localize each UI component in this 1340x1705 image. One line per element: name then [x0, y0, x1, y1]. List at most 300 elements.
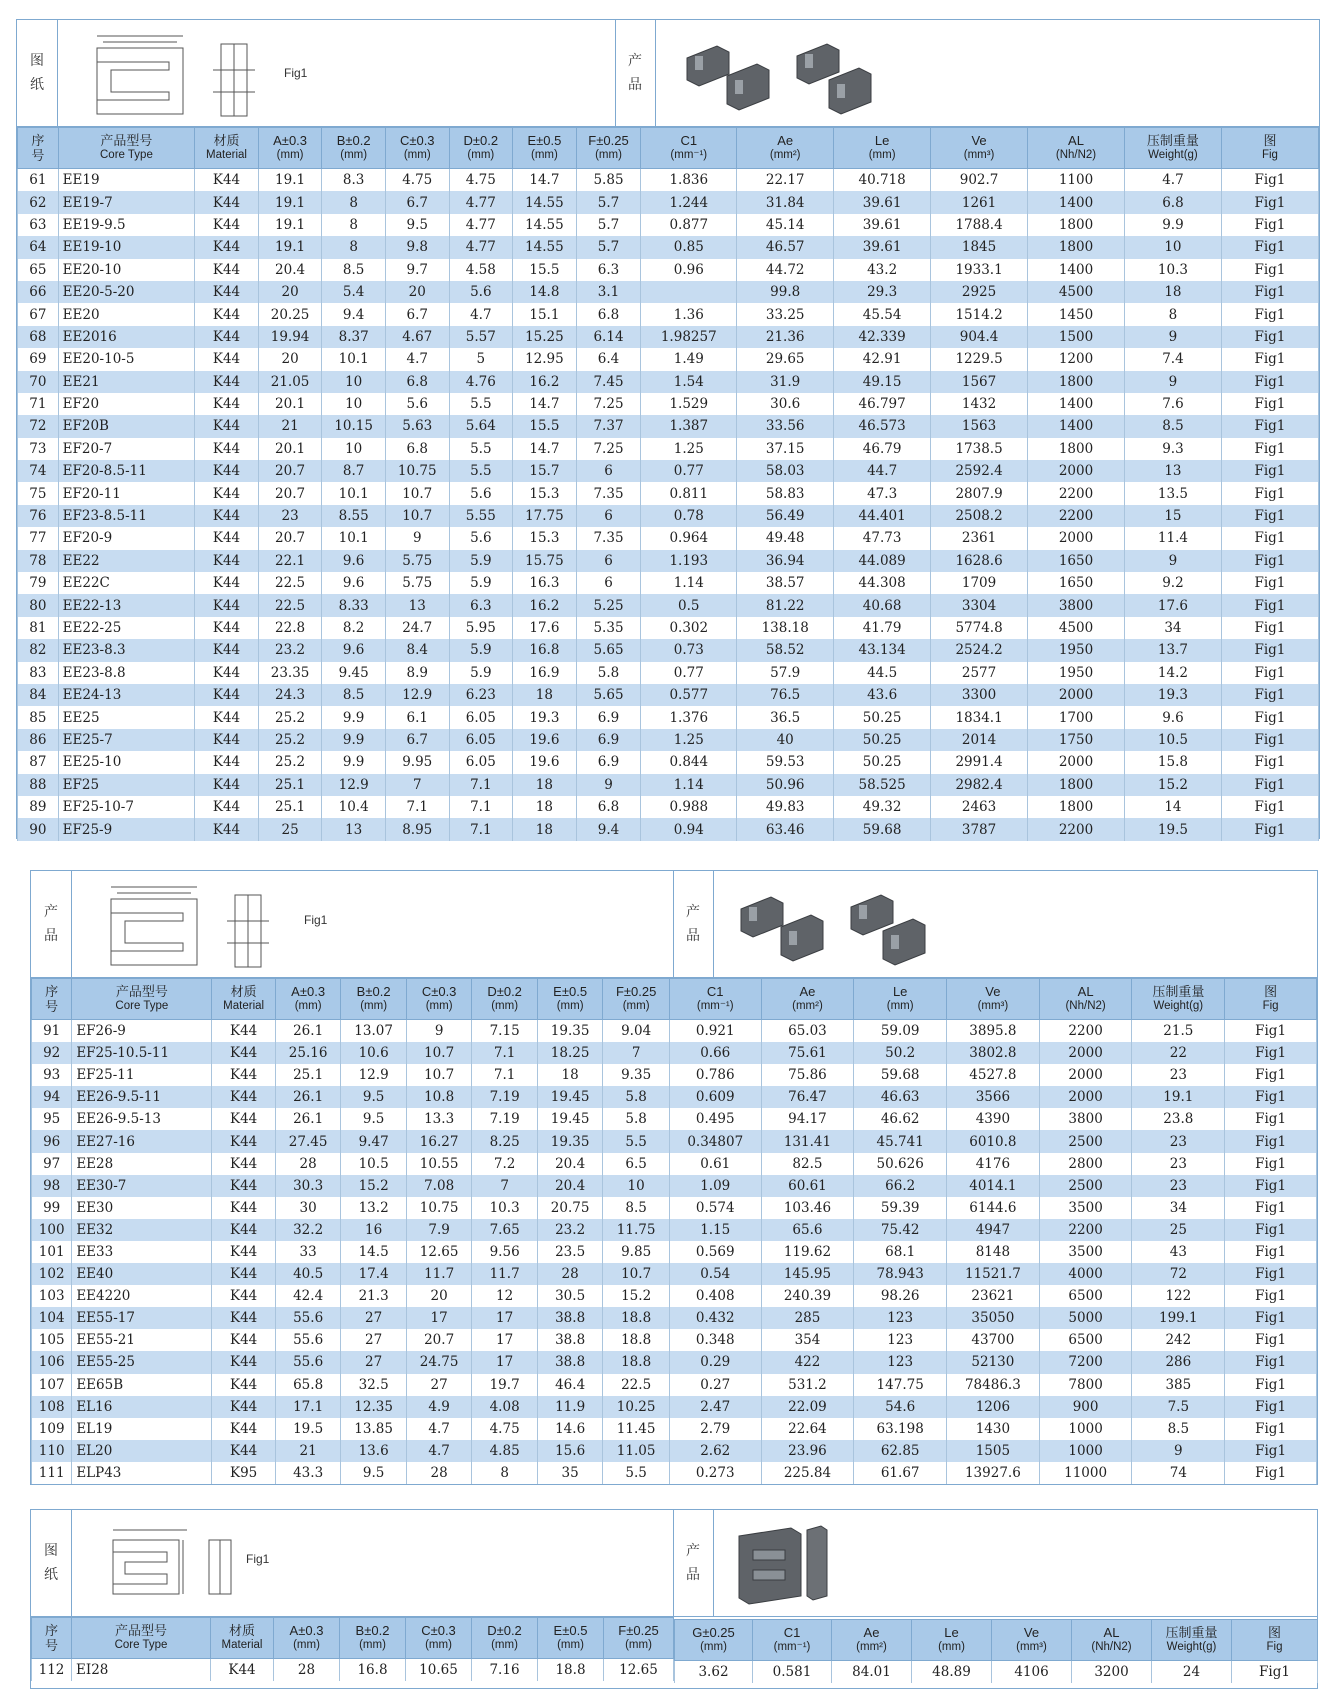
table-cell: 1.49: [641, 348, 737, 370]
column-header: [675, 1620, 753, 1661]
table-cell: 7: [603, 1042, 670, 1064]
table-cell: 28: [275, 1153, 341, 1175]
table-row: [32, 1374, 1317, 1396]
table-cell: 0.77: [641, 662, 737, 684]
table-cell: 52130: [947, 1351, 1040, 1373]
table-cell: EE55-17: [72, 1307, 212, 1329]
table-cell: 25: [258, 818, 322, 840]
table-cell: K44: [195, 169, 259, 192]
table-cell: 95: [32, 1108, 72, 1130]
table-row: [18, 706, 1319, 728]
table-cell: Fig1: [1221, 639, 1318, 661]
table-cell: 88: [18, 774, 59, 796]
table-cell: 1.193: [641, 550, 737, 572]
table-row: [18, 550, 1319, 572]
table-cell: [641, 281, 737, 303]
table-cell: 46.573: [834, 415, 931, 437]
table-cell: 23621: [947, 1285, 1040, 1307]
table-cell: 4.7: [406, 1418, 472, 1440]
table-cell: 7.19: [472, 1108, 538, 1130]
table-cell: 75: [18, 482, 59, 504]
table-row: [18, 393, 1319, 415]
column-header: [58, 128, 195, 169]
table-cell: 9.5: [385, 214, 449, 236]
table-cell: 6144.6: [947, 1197, 1040, 1219]
table-cell: 31.84: [737, 191, 834, 213]
table-cell: 0.5: [641, 594, 737, 616]
table-cell: 32.5: [341, 1374, 407, 1396]
table-cell: 15.5: [513, 259, 577, 281]
table-cell: 5.5: [449, 393, 513, 415]
table-cell: 59.68: [834, 818, 931, 840]
table-cell: 4.7: [385, 348, 449, 370]
table-cell: 6.14: [576, 326, 641, 348]
column-header-title: Ve: [1023, 1625, 1040, 1640]
table-cell: 63.198: [854, 1418, 947, 1440]
table-cell: 3200: [1072, 1661, 1152, 1684]
table-cell: 25.2: [258, 706, 322, 728]
table-cell: 8.2: [322, 617, 386, 639]
table-cell: 4.58: [449, 259, 513, 281]
column-header-unit: (mm): [557, 1639, 584, 1651]
column-header-title: 材质: [230, 984, 257, 999]
table-cell: 0.921: [669, 1020, 761, 1043]
table-cell: 10.1: [322, 348, 386, 370]
table-cell: 19.1: [258, 191, 322, 213]
table-cell: 1.15: [669, 1219, 761, 1241]
table-cell: 40.68: [834, 594, 931, 616]
table-cell: Fig1: [1225, 1042, 1317, 1064]
table-cell: 7.9: [406, 1219, 472, 1241]
column-header-unit: Weight(g): [1148, 149, 1198, 161]
core-photo-icon: [677, 28, 897, 118]
table-row: [18, 460, 1319, 482]
column-header-unit: (mm³): [977, 1000, 1009, 1012]
table-cell: 19.1: [1132, 1086, 1225, 1108]
table-cell: 43700: [947, 1329, 1040, 1351]
table-cell: 6.05: [449, 729, 513, 751]
table-cell: K44: [212, 1153, 275, 1175]
figure-label: 图 纸: [31, 1510, 72, 1616]
table-cell: EE24-13: [58, 684, 195, 706]
column-header-unit: Fig: [1266, 1641, 1283, 1653]
table-cell: K44: [212, 1418, 275, 1440]
table-cell: 8.95: [385, 818, 449, 840]
table-cell: Fig1: [1225, 1108, 1317, 1130]
table-cell: EF23-8.5-11: [58, 505, 195, 527]
column-header-unit: (mm): [625, 1639, 652, 1651]
column-header-title: Le: [874, 133, 890, 148]
table-cell: 21.5: [1132, 1020, 1225, 1043]
column-header-title: AL: [1068, 133, 1084, 148]
table-cell: Fig1: [1225, 1440, 1317, 1462]
column-header: [32, 979, 72, 1020]
table-cell: 8.25: [472, 1130, 538, 1152]
table-cell: 10.6: [341, 1042, 407, 1064]
table-row: [18, 259, 1319, 281]
table-cell: 15.2: [341, 1175, 407, 1197]
table-cell: 38.8: [537, 1351, 603, 1373]
table-cell: 1800: [1028, 796, 1125, 818]
table-cell: Fig1: [1225, 1130, 1317, 1152]
table-cell: 10.7: [406, 1042, 472, 1064]
table-cell: 5.8: [603, 1108, 670, 1130]
table-row: [32, 1153, 1317, 1175]
table-cell: 10.1: [322, 527, 386, 549]
table-cell: 5.7: [576, 214, 641, 236]
table-cell: 15.2: [1124, 774, 1221, 796]
column-header-title: 序 号: [31, 133, 45, 163]
table-cell: Fig1: [1221, 438, 1318, 460]
table-cell: 9: [1124, 326, 1221, 348]
column-header-unit: (mm): [595, 149, 622, 161]
table-cell: 71: [18, 393, 59, 415]
table-cell: 242: [1132, 1329, 1225, 1351]
table-cell: K44: [195, 550, 259, 572]
table-cell: 0.432: [669, 1307, 761, 1329]
table-cell: 2.62: [669, 1440, 761, 1462]
table-cell: 5.6: [385, 393, 449, 415]
table-cell: 18.8: [603, 1329, 670, 1351]
table-cell: 23: [1132, 1130, 1225, 1152]
table-cell: EE20: [58, 303, 195, 325]
column-header-title: C1: [706, 984, 724, 999]
table-cell: 10: [322, 393, 386, 415]
table-cell: 16.2: [513, 594, 577, 616]
table-cell: K44: [212, 1374, 275, 1396]
table-cell: 20.25: [258, 303, 322, 325]
table-cell: K44: [195, 662, 259, 684]
table-cell: 78.943: [854, 1263, 947, 1285]
column-header-unit: (mm): [491, 1000, 519, 1012]
table-cell: 22.5: [258, 594, 322, 616]
column-header-title: Ae: [777, 133, 794, 148]
table-cell: 7.45: [576, 371, 641, 393]
table-cell: Fig1: [1225, 1462, 1317, 1484]
table-cell: 43.2: [834, 259, 931, 281]
table-cell: 19.45: [537, 1108, 603, 1130]
column-header: [513, 128, 577, 169]
table-cell: 91: [32, 1020, 72, 1043]
table-cell: 10.5: [341, 1153, 407, 1175]
table-cell: 10.75: [385, 460, 449, 482]
table-cell: K95: [212, 1462, 275, 1484]
table-cell: K44: [195, 505, 259, 527]
table-cell: EE55-25: [72, 1351, 212, 1373]
table-row: [18, 371, 1319, 393]
table-row: [18, 415, 1319, 437]
table-cell: 63: [18, 214, 59, 236]
table-cell: 21.3: [341, 1285, 407, 1307]
table-cell: EL19: [72, 1418, 212, 1440]
table-cell: 50.626: [854, 1153, 947, 1175]
table-cell: 4.75: [472, 1418, 538, 1440]
table-cell: 9: [406, 1020, 472, 1043]
table-cell: 44.5: [834, 662, 931, 684]
table-cell: 240.39: [761, 1285, 854, 1307]
table-cell: 9.9: [322, 706, 386, 728]
table-cell: Fig1: [1221, 684, 1318, 706]
column-header-unit: Core Type: [115, 1000, 169, 1012]
table-cell: 18.8: [538, 1659, 604, 1682]
table-cell: 6.23: [449, 684, 513, 706]
column-header-unit: (mm⁻¹): [670, 149, 708, 161]
table-cell: 38.8: [537, 1307, 603, 1329]
table-row: [32, 1219, 1317, 1241]
table-cell: 8: [322, 236, 386, 258]
table-cell: EE32: [72, 1219, 212, 1241]
table-cell: 9.4: [322, 303, 386, 325]
table-cell: 4.77: [449, 236, 513, 258]
table-cell: 97: [32, 1153, 72, 1175]
table-cell: 40.718: [834, 169, 931, 192]
table-cell: 7.16: [472, 1659, 538, 1682]
table-cell: 19.94: [258, 326, 322, 348]
table-cell: K44: [212, 1329, 275, 1351]
table-cell: 39.61: [834, 236, 931, 258]
table-cell: 5.6: [449, 281, 513, 303]
table-cell: 105: [32, 1329, 72, 1351]
column-header: [1124, 128, 1221, 169]
table-cell: 65.03: [761, 1020, 854, 1043]
table-cell: 6: [576, 460, 641, 482]
table-cell: 13: [385, 594, 449, 616]
table-cell: 0.73: [641, 639, 737, 661]
table-cell: 8: [1124, 303, 1221, 325]
table-cell: 2807.9: [931, 482, 1028, 504]
table-cell: 10.25: [603, 1396, 670, 1418]
table-cell: 16.8: [513, 639, 577, 661]
table-cell: 5.5: [603, 1130, 670, 1152]
table-cell: Fig1: [1225, 1307, 1317, 1329]
table-cell: 9.56: [472, 1241, 538, 1263]
table-cell: K44: [195, 796, 259, 818]
table-cell: 58.03: [737, 460, 834, 482]
table-cell: 76.47: [761, 1086, 854, 1108]
table-cell: 25.1: [258, 774, 322, 796]
table-cell: 84.01: [832, 1661, 912, 1684]
table-cell: 6.7: [385, 191, 449, 213]
table-cell: 12.95: [513, 348, 577, 370]
table-cell: 14.7: [513, 393, 577, 415]
table-cell: Fig1: [1225, 1020, 1317, 1043]
table-cell: 13.7: [1124, 639, 1221, 661]
table-cell: 2200: [1028, 818, 1125, 840]
column-header-unit: (mm⁻¹): [773, 1641, 811, 1653]
column-header-title: C±0.3: [421, 1623, 456, 1638]
table-cell: 12: [472, 1285, 538, 1307]
column-header-title: 序 号: [45, 984, 59, 1014]
table-cell: 7.6: [1124, 393, 1221, 415]
table-cell: EE23-8.3: [58, 639, 195, 661]
table-cell: 145.95: [761, 1263, 854, 1285]
column-header: [472, 1618, 538, 1659]
table-row: [18, 796, 1319, 818]
table-cell: 902.7: [931, 169, 1028, 192]
table-cell: 13.07: [341, 1020, 407, 1043]
column-header-unit: (mm): [360, 1000, 388, 1012]
table-cell: 1432: [931, 393, 1028, 415]
table-cell: 68.1: [854, 1241, 947, 1263]
table-cell: 0.811: [641, 482, 737, 504]
table-cell: 2508.2: [931, 505, 1028, 527]
table-cell: 98.26: [854, 1285, 947, 1307]
table-cell: K44: [212, 1042, 275, 1064]
table-cell: 46.4: [537, 1374, 603, 1396]
table-cell: 6.8: [385, 371, 449, 393]
table-cell: 4.77: [449, 191, 513, 213]
table-cell: 2.47: [669, 1396, 761, 1418]
table-cell: 20.7: [258, 460, 322, 482]
table-cell: 5.95: [449, 617, 513, 639]
table-cell: 8: [322, 214, 386, 236]
table-cell: K44: [195, 460, 259, 482]
table-cell: 2500: [1039, 1175, 1132, 1197]
table-cell: 50.25: [834, 751, 931, 773]
table-cell: 99.8: [737, 281, 834, 303]
table-cell: 82: [18, 639, 59, 661]
table-cell: 92: [32, 1042, 72, 1064]
column-header: [212, 979, 275, 1020]
table-cell: Fig1: [1225, 1396, 1317, 1418]
column-header-title: 压制重量: [1152, 984, 1205, 999]
table-cell: 4.7: [449, 303, 513, 325]
table-cell: K44: [212, 1086, 275, 1108]
table-cell: 2982.4: [931, 774, 1028, 796]
table-cell: 66: [18, 281, 59, 303]
table-cell: 2361: [931, 527, 1028, 549]
table-cell: 422: [761, 1351, 854, 1373]
table-cell: Fig1: [1225, 1351, 1317, 1373]
table-cell: 29.3: [834, 281, 931, 303]
table-row: [18, 191, 1319, 213]
table-cell: 1800: [1028, 214, 1125, 236]
column-header-title: B±0.2: [356, 984, 391, 999]
column-header-unit: (Nh/N2): [1091, 1641, 1132, 1653]
table-cell: Fig1: [1221, 796, 1318, 818]
table-cell: Fig1: [1221, 729, 1318, 751]
table-row: [32, 1396, 1317, 1418]
table-cell: 138.18: [737, 617, 834, 639]
table-cell: 8.37: [322, 326, 386, 348]
table-cell: 18.25: [537, 1042, 603, 1064]
column-header-unit: Weight(g): [1153, 1000, 1204, 1012]
table-cell: 0.609: [669, 1086, 761, 1108]
table-cell: 5.7: [576, 191, 641, 213]
column-header-title: 序 号: [44, 1623, 58, 1653]
table-cell: 27: [341, 1307, 407, 1329]
table-cell: 6.7: [385, 303, 449, 325]
table-cell: 30.3: [275, 1175, 341, 1197]
table-row: [18, 236, 1319, 258]
table-cell: 44.401: [834, 505, 931, 527]
table-cell: K44: [212, 1130, 275, 1152]
table-cell: 6.7: [385, 729, 449, 751]
table-cell: 0.61: [669, 1153, 761, 1175]
table-row: [18, 438, 1319, 460]
table-cell: 14.55: [513, 214, 577, 236]
table-cell: 5.9: [449, 572, 513, 594]
table-cell: 45.741: [854, 1130, 947, 1152]
column-header-title: 产品型号: [114, 1623, 167, 1638]
table-cell: K44: [212, 1064, 275, 1086]
table-cell: Fig1: [1221, 505, 1318, 527]
table-cell: 46.79: [834, 438, 931, 460]
table-cell: 15.7: [513, 460, 577, 482]
column-header: [72, 979, 212, 1020]
table-cell: 5.64: [449, 415, 513, 437]
column-header-title: 图: [1267, 1625, 1281, 1640]
table-cell: 23: [1132, 1153, 1225, 1175]
table-cell: 17.4: [341, 1263, 407, 1285]
column-header-unit: (mm): [403, 149, 431, 161]
table-cell: 61: [18, 169, 59, 192]
table-cell: 6.8: [385, 438, 449, 460]
table-cell: EL16: [72, 1396, 212, 1418]
column-header-unit: (mm): [359, 1639, 386, 1651]
table-row: [32, 1042, 1317, 1064]
table-cell: 35: [537, 1462, 603, 1484]
table-cell: 1.376: [641, 706, 737, 728]
table-cell: 1400: [1028, 393, 1125, 415]
table-cell: 33.56: [737, 415, 834, 437]
column-header-unit: (mm): [491, 1639, 518, 1651]
table-cell: 0.877: [641, 214, 737, 236]
table-cell: 6: [576, 572, 641, 594]
table-cell: 5.75: [385, 572, 449, 594]
table-cell: 9.2: [1124, 572, 1221, 594]
table-cell: 87: [18, 751, 59, 773]
table-cell: 2.79: [669, 1418, 761, 1440]
table-cell: Fig1: [1225, 1064, 1317, 1086]
column-header: [211, 1618, 274, 1659]
column-header: [406, 979, 472, 1020]
table-cell: 8.55: [322, 505, 386, 527]
table-cell: 9: [385, 527, 449, 549]
column-header-unit: Core Type: [100, 149, 153, 161]
table-cell: 22.64: [761, 1418, 854, 1440]
table-cell: 9: [576, 774, 641, 796]
table-cell: 5.5: [449, 460, 513, 482]
table-cell: 18: [1124, 281, 1221, 303]
table-cell: 10: [603, 1175, 670, 1197]
table-cell: 6.8: [576, 303, 641, 325]
column-header: [195, 128, 259, 169]
column-header-unit: (mm³): [963, 149, 995, 161]
table-cell: 19.3: [513, 706, 577, 728]
table-cell: 9: [1124, 371, 1221, 393]
table-cell: 99: [32, 1197, 72, 1219]
table-cell: 1.14: [641, 572, 737, 594]
column-header-unit: (mm²): [769, 149, 801, 161]
table-cell: Fig1: [1225, 1175, 1317, 1197]
table-cell: 8.3: [322, 169, 386, 192]
table-cell: 14.7: [513, 169, 577, 192]
table-cell: 109: [32, 1418, 72, 1440]
column-header-title: 产品型号: [100, 133, 153, 148]
table-cell: 15.3: [513, 527, 577, 549]
table-cell: 1567: [931, 371, 1028, 393]
table-cell: EF25-10.5-11: [72, 1042, 212, 1064]
column-header-title: A±0.3: [291, 984, 326, 999]
column-header-unit: (mm): [700, 1641, 727, 1653]
table-cell: K44: [212, 1396, 275, 1418]
table-cell: 82.5: [761, 1153, 854, 1175]
table-cell: EE22-13: [58, 594, 195, 616]
table-cell: 3500: [1039, 1241, 1132, 1263]
table-cell: 1261: [931, 191, 1028, 213]
table-cell: 76: [18, 505, 59, 527]
